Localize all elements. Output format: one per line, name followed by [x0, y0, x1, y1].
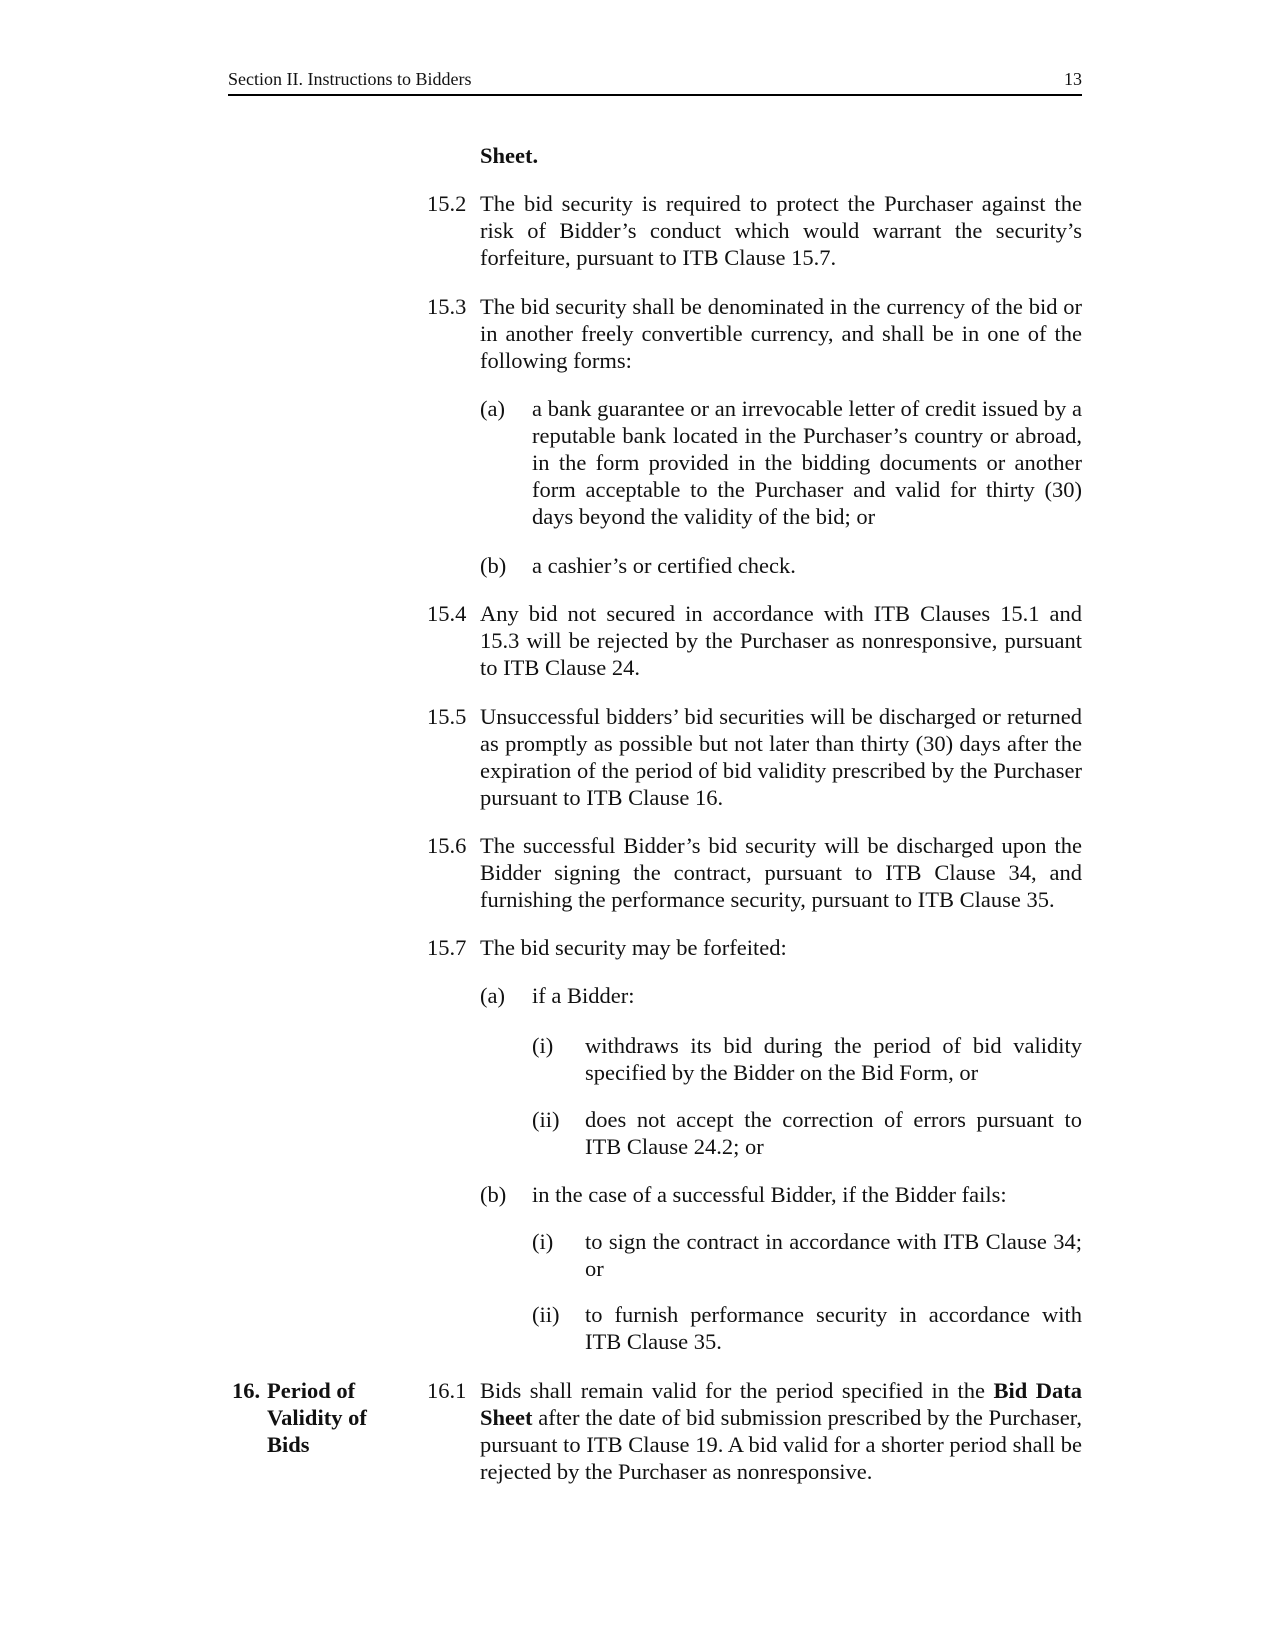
clause-text: Unsuccessful bidders’ bid securities will be discharged or returned as promptly as possible but not later than thirty (30) days after the expiration of the period of bid validity prescribed by the Purchaser pursuant to ITB Clause 16.: [480, 704, 1082, 810]
item-label: (a): [480, 983, 505, 1008]
clause-text: The bid security shall be denominated in the currency of the bid or in another freely convertible currency, and shall be in one of the following forms:: [480, 294, 1082, 373]
clause-number: 15.6: [427, 833, 467, 858]
heading-line-1: Period of: [267, 1378, 356, 1403]
item-label: (b): [480, 553, 507, 578]
heading-line-2: Validity of: [267, 1405, 367, 1430]
clause-number: 15.4: [427, 601, 467, 626]
subitem-text: does not accept the correction of errors pursuant to ITB Clause 24.2; or: [585, 1107, 1082, 1159]
clause-text: Any bid not secured in accordance with ITB Clauses 15.1 and 15.3 will be rejected by the Purchaser as nonresponsive, pursuant to ITB Clause 24.: [480, 601, 1082, 680]
item-label: (b): [480, 1182, 507, 1207]
clause-number: 15.5: [427, 704, 467, 729]
subitem-label: (i): [532, 1033, 554, 1058]
subitem-label: (ii): [532, 1302, 560, 1327]
clause-number: 15.3: [427, 294, 467, 319]
item-text: in the case of a successful Bidder, if the Bidder fails:: [532, 1182, 1007, 1207]
bid-data-sheet-term: Bid Data Sheet: [480, 1378, 1083, 1430]
text-pre: Bids shall remain valid for the period specified in the: [480, 1378, 994, 1403]
subitem-label: (i): [532, 1229, 554, 1254]
running-header-title: Section II. Instructions to Bidders: [228, 69, 472, 89]
section-number: 16.: [232, 1378, 261, 1403]
subitem-text: withdraws its bid during the period of bid validity specified by the Bidder on the Bid Form, or: [585, 1033, 1082, 1085]
header-rule: [228, 94, 1082, 96]
clause-text: The bid security may be forfeited:: [480, 935, 787, 960]
subitem-text: to sign the contract in accordance with ITB Clause 34; or: [585, 1229, 1082, 1281]
item-text: a bank guarantee or an irrevocable letter of credit issued by a reputable bank located in the Purchaser’s country or abroad, in the form provided in the bidding documents or another form acceptable to the Purchaser and valid for thirty (30) days beyond the validity of the bid; or: [532, 396, 1082, 529]
clause-text: The successful Bidder’s bid security will be discharged upon the Bidder signing the contract, pursuant to ITB Clause 34, and furnishing the performance security, pursuant to ITB Clause 35.: [480, 833, 1082, 912]
section-16-heading: [232, 1377, 412, 1458]
text-post: after the date of bid submission prescribed by the Purchaser, pursuant to ITB Clause 19. A bid valid for a shorter period shall be rejected by the Purchaser as nonresponsive.: [480, 1405, 1082, 1484]
clause-number: 15.7: [427, 935, 467, 960]
clause-number: 16.1: [427, 1378, 467, 1403]
heading-line-3: Bids: [267, 1432, 310, 1457]
continuation-word: Sheet.: [480, 143, 539, 168]
item-label: (a): [480, 396, 505, 421]
subitem-label: (ii): [532, 1107, 560, 1132]
clause-number: 15.2: [427, 191, 467, 216]
subitem-text: to furnish performance security in accordance with ITB Clause 35.: [585, 1302, 1082, 1354]
clause-text: The bid security is required to protect the Purchaser against the risk of Bidder’s conduct which would warrant the security’s forfeiture, pursuant to ITB Clause 15.7.: [480, 191, 1082, 270]
item-text: if a Bidder:: [532, 983, 635, 1008]
clause-text: [480, 1377, 1082, 1485]
item-text: a cashier’s or certified check.: [532, 553, 796, 578]
page-number: 13: [1064, 69, 1082, 89]
